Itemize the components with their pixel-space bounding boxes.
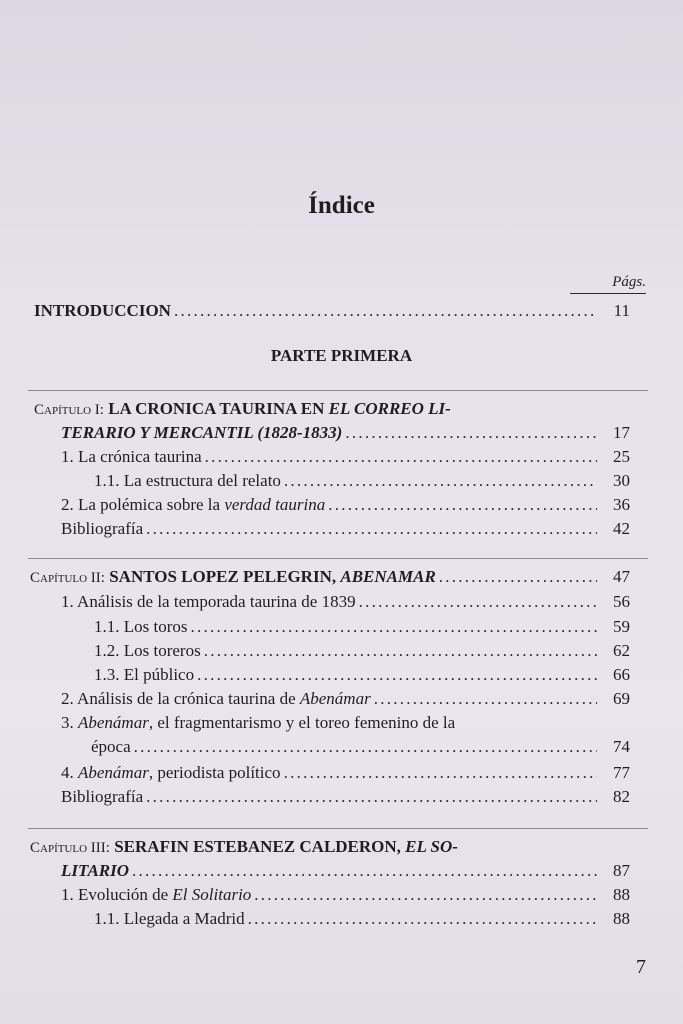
divider xyxy=(28,558,648,559)
toc-entry[interactable] xyxy=(61,518,630,540)
chapter-3-heading[interactable] xyxy=(30,836,458,859)
dot-leader xyxy=(439,566,597,588)
entry-page: 69 xyxy=(613,689,630,708)
entry-label: 1.1. Llegada a Madrid xyxy=(94,909,245,928)
chapter-prefix: Capítulo I: xyxy=(34,402,104,418)
entry-page: 88 xyxy=(613,885,630,904)
entry-label: 1.2. Los toreros xyxy=(94,641,201,660)
toc-entry[interactable] xyxy=(61,446,630,468)
entry-page: 62 xyxy=(613,641,630,660)
entry-label: 1.3. El público xyxy=(94,665,195,684)
chapter-title: LA CRONICA TAURINA EN xyxy=(108,399,329,418)
dot-leader xyxy=(374,688,597,710)
entry-page: 59 xyxy=(613,617,630,636)
chapter-title-italic: ABENAMAR xyxy=(340,567,436,586)
toc-entry[interactable] xyxy=(61,688,630,710)
entry-label: 2. Análisis de la crónica taurina de xyxy=(61,689,300,708)
dot-leader xyxy=(345,422,597,444)
entry-label: 1. Análisis de la temporada taurina de 1839 xyxy=(61,592,356,611)
toc-entry[interactable] xyxy=(94,640,630,662)
toc-entry-line1[interactable] xyxy=(61,712,455,734)
toc-entry[interactable] xyxy=(94,908,630,930)
entry-page: 74 xyxy=(613,737,630,756)
entry-label: 1. Evolución de xyxy=(61,885,173,904)
entry-label-italic: Abenámar xyxy=(299,689,371,708)
entry-label-cont: época xyxy=(91,737,131,756)
entry-label-italic: Abenámar xyxy=(78,713,149,732)
entry-page: 30 xyxy=(613,471,630,490)
chapter-title-italic: EL SO- xyxy=(405,837,458,856)
entry-label-italic: Abenámar xyxy=(78,763,149,782)
chapter-1-heading-line2[interactable] xyxy=(61,422,630,444)
chapter-prefix: Capítulo II: xyxy=(30,570,105,586)
entry-page: 42 xyxy=(613,519,630,538)
entry-label-italic: verdad taurina xyxy=(224,495,326,514)
chapter-2-heading[interactable] xyxy=(30,566,630,589)
entry-label: INTRODUCCION xyxy=(34,301,171,320)
divider xyxy=(28,828,648,829)
toc-entry[interactable] xyxy=(61,591,630,613)
entry-number: 3. xyxy=(61,713,78,732)
toc-entry[interactable] xyxy=(94,664,630,686)
pages-column-label: Págs. xyxy=(570,274,646,294)
dot-leader xyxy=(328,494,597,516)
entry-label: , periodista político xyxy=(148,763,281,782)
toc-entry[interactable] xyxy=(61,494,630,516)
entry-label: , el fragmentarismo y el toreo femenino de la xyxy=(148,713,456,732)
entry-label-italic: El Solitario xyxy=(172,885,252,904)
dot-leader xyxy=(146,786,597,808)
entry-page: 87 xyxy=(613,861,630,880)
toc-entry[interactable] xyxy=(94,470,630,492)
dot-leader xyxy=(132,860,597,882)
entry-page: 11 xyxy=(613,301,630,320)
entry-label: 1.1. La estructura del relato xyxy=(94,471,281,490)
chapter-title: SERAFIN ESTEBANEZ CALDERON, xyxy=(114,837,406,856)
dot-leader xyxy=(204,640,597,662)
toc-entry-introduccion[interactable] xyxy=(34,300,630,322)
entry-label: Bibliografía xyxy=(61,787,144,806)
toc-entry[interactable] xyxy=(61,762,630,784)
entry-page: 66 xyxy=(613,665,630,684)
dot-leader xyxy=(359,591,597,613)
toc-entry[interactable] xyxy=(94,616,630,638)
toc-entry[interactable] xyxy=(61,884,630,906)
entry-label: 1.1. Los toros xyxy=(94,617,188,636)
dot-leader xyxy=(248,908,597,930)
page-title: Índice xyxy=(308,192,375,219)
chapter-title-cont: LITARIO xyxy=(61,861,130,880)
entry-number: 4. xyxy=(61,763,78,782)
dot-leader xyxy=(284,762,597,784)
entry-page: 25 xyxy=(613,447,630,466)
entry-label: Bibliografía xyxy=(61,519,144,538)
toc-entry[interactable] xyxy=(61,786,630,808)
dot-leader xyxy=(134,736,597,758)
dot-leader xyxy=(205,446,597,468)
chapter-title: SANTOS LOPEZ PELEGRIN, xyxy=(109,567,341,586)
entry-page: 17 xyxy=(613,423,630,442)
dot-leader xyxy=(254,884,597,906)
part-heading: PARTE PRIMERA xyxy=(270,346,413,365)
entry-label: 1. La crónica taurina xyxy=(61,447,202,466)
chapter-3-heading-line2[interactable] xyxy=(61,860,630,882)
dot-leader xyxy=(174,300,597,322)
dot-leader xyxy=(284,470,597,492)
page-number: 7 xyxy=(636,956,646,978)
chapter-title-cont: TERARIO Y MERCANTIL (1828-1833) xyxy=(61,423,343,442)
chapter-1-heading[interactable] xyxy=(34,398,451,421)
dot-leader xyxy=(197,664,597,686)
chapter-prefix: Capítulo III: xyxy=(30,840,110,856)
dot-leader xyxy=(146,518,597,540)
entry-page: 56 xyxy=(613,592,630,611)
entry-page: 77 xyxy=(613,763,630,782)
entry-page: 47 xyxy=(613,567,630,586)
toc-entry-line2[interactable] xyxy=(91,736,630,758)
entry-page: 82 xyxy=(613,787,630,806)
entry-page: 36 xyxy=(613,495,630,514)
dot-leader xyxy=(191,616,598,638)
divider xyxy=(28,390,648,391)
entry-page: 88 xyxy=(613,909,630,928)
chapter-title-italic: EL CORREO LI- xyxy=(328,399,451,418)
entry-label: 2. La polémica sobre la xyxy=(61,495,225,514)
